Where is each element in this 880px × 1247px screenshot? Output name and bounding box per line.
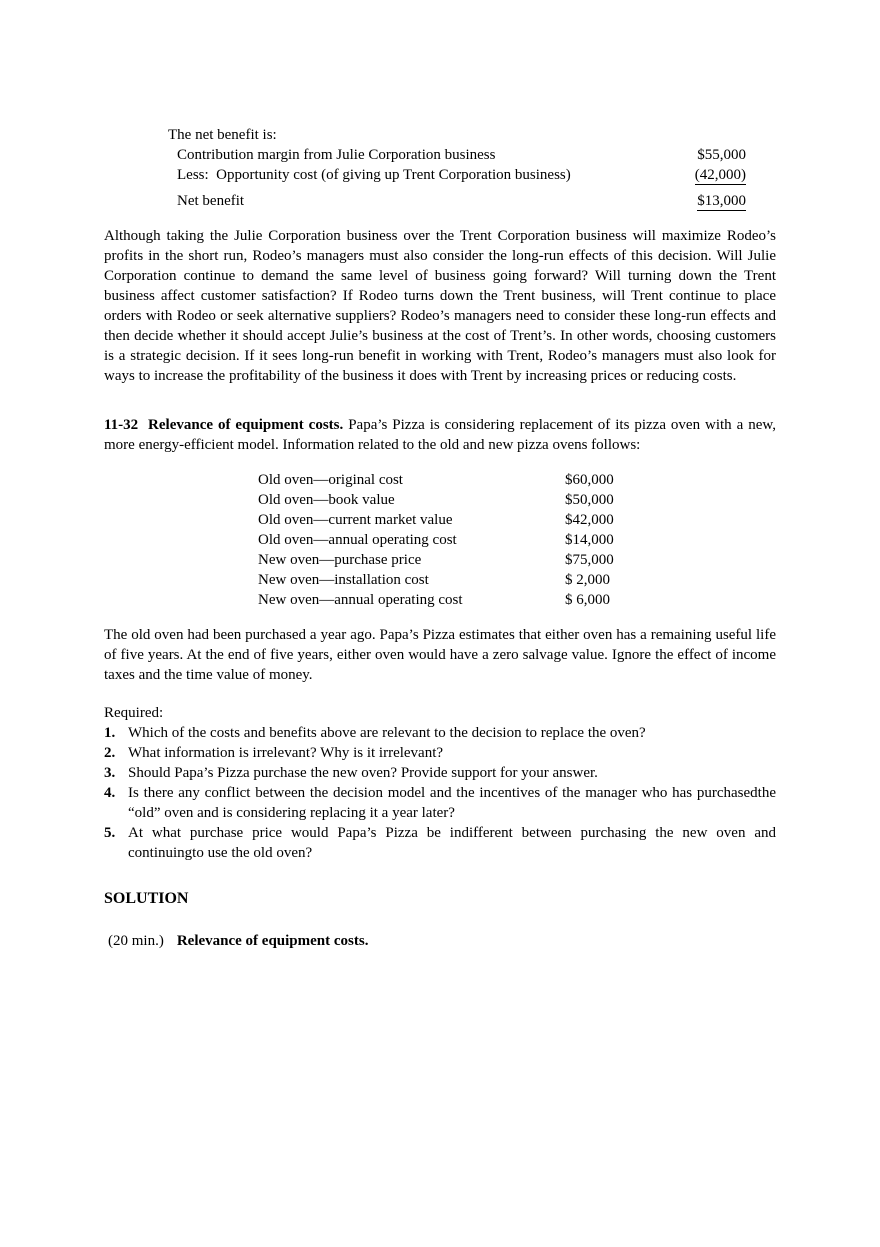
required-list bbox=[104, 723, 776, 863]
required-item bbox=[104, 783, 776, 823]
table-row-value: $42,000 bbox=[565, 512, 614, 528]
required-item bbox=[104, 823, 776, 863]
required-item-number: 2. bbox=[104, 745, 116, 761]
table-row-label: Old oven—current market value bbox=[258, 512, 453, 528]
table-row-label: Old oven—book value bbox=[258, 492, 395, 508]
table-row bbox=[258, 470, 776, 490]
required-item-text: At what purchase price would Papa’s Pizza be indifferent between purchasing the new oven and continuingto use the old oven? bbox=[128, 825, 776, 861]
underlined-value: $13,000 bbox=[697, 193, 746, 209]
net-benefit-row-label: Less: Opportunity cost (of giving up Trent Corporation business) bbox=[177, 167, 571, 183]
required-item bbox=[104, 763, 776, 783]
solution-title: Relevance of equipment costs. bbox=[176, 933, 369, 949]
solution-time: (20 min.) bbox=[108, 933, 164, 949]
problem-number-title: 11-32 Relevance of equipment costs. bbox=[104, 417, 344, 433]
table-row bbox=[258, 510, 776, 530]
table-row bbox=[258, 570, 776, 590]
table-row-label: Old oven—annual operating cost bbox=[258, 532, 457, 548]
required-label: Required: bbox=[104, 705, 164, 721]
net-benefit-row-label: Contribution margin from Julie Corporation business bbox=[177, 147, 496, 163]
underlined-value: (42,000) bbox=[694, 167, 746, 183]
solution-line bbox=[108, 931, 776, 951]
required-item-text: What information is irrelevant? Why is it irrelevant? bbox=[128, 745, 444, 761]
net-benefit-row-value bbox=[650, 191, 746, 211]
oven-paragraph: The old oven had been purchased a year ago. Papa’s Pizza estimates that either oven has a remaining useful life of five years. At the end of five years, either oven would have a zero salvage value. Ignore the effect of income taxes and the time value of money. bbox=[104, 627, 776, 683]
net-benefit-row bbox=[177, 191, 776, 211]
net-benefit-row-value: $55,000 bbox=[697, 147, 746, 163]
oven-cost-table bbox=[258, 470, 776, 610]
table-row-value: $ 2,000 bbox=[565, 572, 610, 588]
solution-heading: SOLUTION bbox=[104, 890, 189, 907]
net-benefit-row-value bbox=[650, 165, 746, 185]
problem-intro-text: Papa’s Pizza is considering replacement of its pizza oven with a new, more energy-efficient model. Information related to the old and new pizza ovens follows: bbox=[104, 417, 776, 453]
required-item-number: 4. bbox=[104, 785, 116, 801]
net-benefit-row bbox=[177, 165, 776, 185]
table-row bbox=[258, 490, 776, 510]
net-benefit-intro: The net benefit is: bbox=[168, 127, 277, 143]
table-row-label: New oven—annual operating cost bbox=[258, 592, 463, 608]
table-row-value: $ 6,000 bbox=[565, 592, 610, 608]
table-row-value: $50,000 bbox=[565, 492, 614, 508]
table-row-label: New oven—purchase price bbox=[258, 552, 422, 568]
required-item-number: 1. bbox=[104, 725, 116, 741]
table-row bbox=[258, 530, 776, 550]
required-item bbox=[104, 743, 776, 763]
net-benefit-row bbox=[177, 145, 776, 165]
table-row-value: $60,000 bbox=[565, 472, 614, 488]
required-item-text: Which of the costs and benefits above are relevant to the decision to replace the oven? bbox=[128, 725, 646, 741]
required-item-text: Should Papa’s Pizza purchase the new oven? Provide support for your answer. bbox=[128, 765, 598, 781]
required-item bbox=[104, 723, 776, 743]
table-row-label: Old oven—original cost bbox=[258, 472, 403, 488]
table-row bbox=[258, 550, 776, 570]
required-item-text: Is there any conflict between the decision model and the incentives of the manager who has purchasedthe “old” oven and is considering replacing it a year later? bbox=[128, 785, 776, 821]
table-row-label: New oven—installation cost bbox=[258, 572, 429, 588]
required-item-number: 5. bbox=[104, 825, 116, 841]
problem-statement bbox=[104, 415, 776, 455]
table-row-value: $14,000 bbox=[565, 532, 614, 548]
net-benefit-row-label: Net benefit bbox=[177, 193, 245, 209]
table-row-value: $75,000 bbox=[565, 552, 614, 568]
table-row bbox=[258, 590, 776, 610]
analysis-paragraph: Although taking the Julie Corporation business over the Trent Corporation business will maximize Rodeo’s profits in the short run, Rodeo’s managers must also consider the long-run effects of this decision. Will Julie Corporation continue to demand the same level of business going forward? Will turning down the Trent business affect customer satisfaction? If Rodeo turns down the Trent business, will Trent continue to place orders with Rodeo or seek alternative suppliers? Rodeo’s managers need to consider these long-run effects and then decide whether it should accept Julie’s business at the cost of Trent’s. In other words, choosing customers is a strategic decision. If it sees long-run benefit in working with Trent, Rodeo’s managers must also look for ways to increase the profitability of the business it does with Trent by increasing prices or reducing costs. bbox=[104, 228, 776, 384]
required-item-number: 3. bbox=[104, 765, 116, 781]
